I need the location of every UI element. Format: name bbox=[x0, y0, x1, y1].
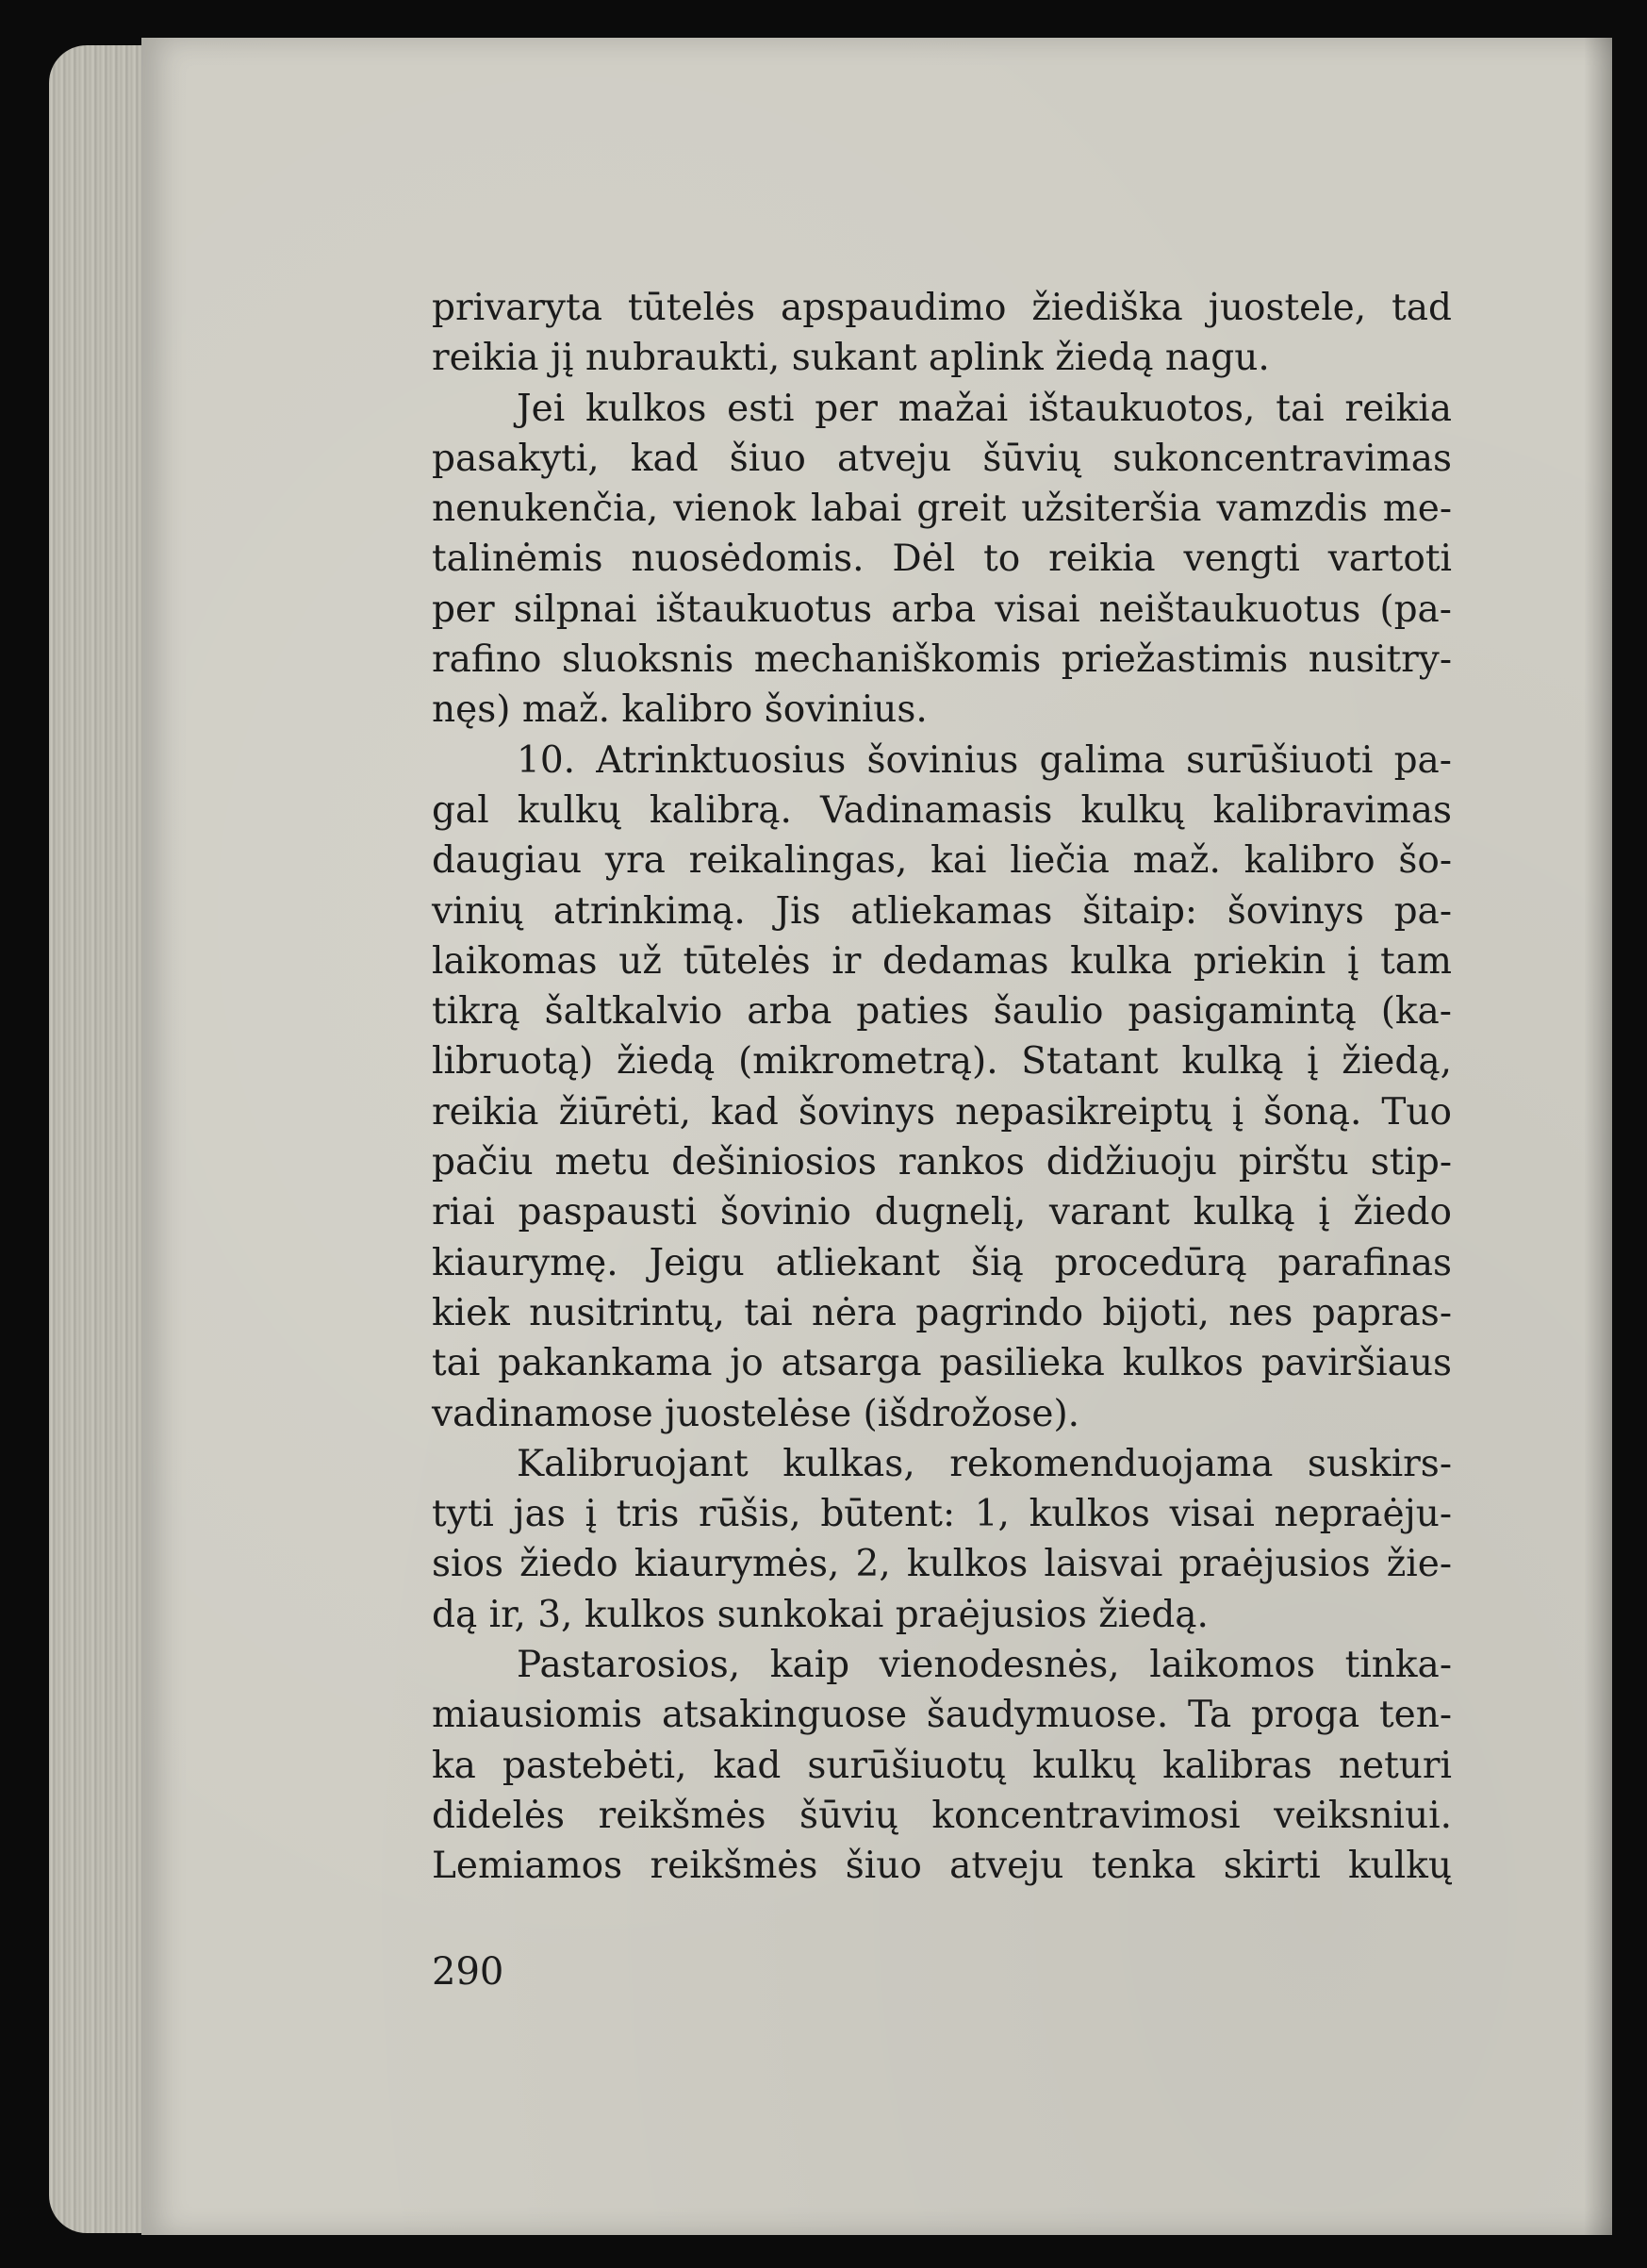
text-line: Kalibruojant kulkas, rekomenduojama suskirs- bbox=[517, 1442, 1452, 1485]
text-line: kiek nusitrintų, tai nėra pagrindo bijoti, nes papras- bbox=[432, 1291, 1452, 1334]
text-line: tai pakankama jo atsarga pasilieka kulkos paviršiaus bbox=[432, 1342, 1452, 1385]
text-line: libruotą) žiedą (mikrometrą). Statant kulką į žiedą, bbox=[432, 1040, 1452, 1084]
text-line: dą ir, 3, kulkos sunkokai praėjusios žiedą. bbox=[432, 1593, 1209, 1636]
text-line: didelės reikšmės šūvių koncentravimosi veiksniui. bbox=[432, 1794, 1452, 1837]
text-line: privaryta tūtelės apspaudimo žiediška juostele, tad bbox=[432, 287, 1452, 329]
text-line: Jei kulkos esti per mažai ištaukuotos, tai reikia bbox=[517, 387, 1452, 430]
text-line: nęs) maž. kalibro šovinius. bbox=[432, 688, 928, 732]
text-line: talinėmis nuosėdomis. Dėl to reikia vengti vartoti bbox=[432, 538, 1452, 581]
text-line: tikrą šaltkalvio arba paties šaulio pasigamintą (ka- bbox=[432, 990, 1452, 1034]
text-line: daugiau yra reikalingas, kai liečia maž. kalibro šo- bbox=[432, 839, 1452, 883]
text-line: Lemiamos reikšmės šiuo atveju tenka skirti kulkų bbox=[432, 1845, 1452, 1888]
text-line: pačiu metu dešiniosios rankos didžiuoju pirštu stip- bbox=[432, 1141, 1452, 1184]
text-line: sios žiedo kiaurymės, 2, kulkos laisvai praėjusios žie- bbox=[432, 1543, 1452, 1586]
text-line: rafino sluoksnis mechaniškomis priežastimis nusitry- bbox=[432, 638, 1452, 682]
text-line: pasakyti, kad šiuo atveju šūvių sukoncentravimas bbox=[432, 437, 1452, 480]
text-line: 10. Atrinktuosius šovinius galima surūšiuoti pa- bbox=[517, 738, 1452, 782]
text-line: per silpnai ištaukuotus arba visai neištaukuotus (pa- bbox=[432, 588, 1452, 631]
text-line: gal kulkų kalibrą. Vadinamasis kulkų kalibravimas bbox=[432, 788, 1452, 832]
text-line: kiaurymę. Jeigu atliekant šią procedūrą parafinas bbox=[432, 1241, 1452, 1284]
text-line: reikia žiūrėti, kad šovinys nepasikreiptų į šoną. Tuo bbox=[432, 1090, 1452, 1134]
text-line: nenukenčia, vienok labai greit užsiteršia vamzdis me- bbox=[432, 488, 1452, 531]
text-line: reikia jį nubraukti, sukant aplink žiedą nagu. bbox=[432, 337, 1270, 380]
page-number: 290 bbox=[432, 1950, 504, 1994]
body-text bbox=[432, 283, 1452, 1892]
text-line: ka pastebėti, kad surūšiuotų kulkų kalibras neturi bbox=[432, 1744, 1452, 1787]
text-line: tyti jas į tris rūšis, būtent: 1, kulkos visai nepraėju- bbox=[432, 1493, 1452, 1536]
text-line: vadinamose juostelėse (išdrožose). bbox=[432, 1392, 1080, 1435]
text-line: riai paspausti šovinio dugnelį, varant kulką į žiedo bbox=[432, 1191, 1452, 1234]
text-line: vinių atrinkimą. Jis atliekamas šitaip: šovinys pa- bbox=[432, 889, 1452, 933]
text-line: laikomas už tūtelės ir dedamas kulka priekin į tam bbox=[432, 939, 1452, 983]
text-line: miausiomis atsakinguose šaudymuose. Ta proga ten- bbox=[432, 1694, 1452, 1737]
text-line: Pastarosios, kaip vienodesnės, laikomos tinka- bbox=[517, 1644, 1452, 1687]
